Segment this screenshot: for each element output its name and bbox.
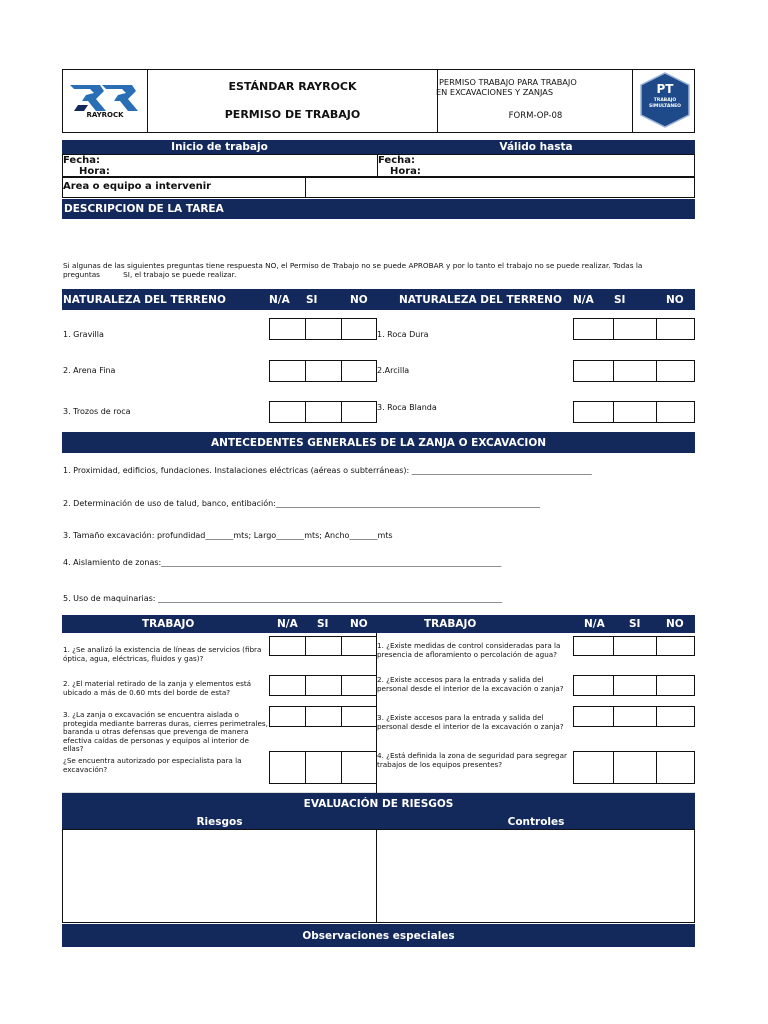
checkbox-na[interactable] <box>269 636 306 656</box>
work-title-right: TRABAJO <box>424 618 477 630</box>
checkbox-si[interactable] <box>613 401 657 423</box>
observations-header: Observaciones especiales <box>62 924 695 947</box>
work-header <box>62 615 695 633</box>
work-right-4: 4. ¿Está definida la zona de seguridad para segregar trabajos de los equipos presentes? <box>377 751 567 769</box>
area-field[interactable] <box>306 178 694 197</box>
risks-field[interactable] <box>63 830 375 922</box>
start-date-label: Fecha: <box>63 155 101 166</box>
terrain-left-2: 2. Arena Fina <box>63 366 116 375</box>
work-left-3: 3. ¿La zanja o excavación se encuentra aislada o protegida mediante barreras duras, cierres perimetrales, baranda u otras defensas que prevenga de manera efectiva caídas de personas y equipos al interior de ellas? <box>63 710 268 753</box>
checkbox-na[interactable] <box>269 706 306 727</box>
checkbox-si[interactable] <box>305 636 342 656</box>
checkbox-si[interactable] <box>613 360 657 382</box>
checkbox-si[interactable] <box>613 751 657 784</box>
permit-form <box>62 69 695 949</box>
terrain-right-2: 2.Arcilla <box>377 366 410 375</box>
checkbox-no[interactable] <box>656 675 695 696</box>
work-si-left: SI <box>317 618 329 630</box>
checkbox-no[interactable] <box>656 636 695 656</box>
checkbox-si[interactable] <box>305 751 342 784</box>
work-right-2: 2. ¿Existe accesos para la entrada y salida del personal desde el interior de la excavación o zanja? <box>377 675 564 693</box>
risk-columns-header <box>62 814 695 829</box>
checkbox-no[interactable] <box>341 636 377 656</box>
checkbox-no[interactable] <box>341 318 377 340</box>
terrain-na-left: N/A <box>269 293 290 306</box>
work-si-right: SI <box>629 618 641 630</box>
terrain-left-1: 1. Gravilla <box>63 330 104 339</box>
dates-header <box>62 140 695 154</box>
checkbox-na[interactable] <box>269 751 306 784</box>
checkbox-no[interactable] <box>341 706 377 727</box>
permit-type-line1: PERMISO TRABAJO PARA TRABAJO <box>439 77 577 87</box>
controls-column-title: Controles <box>507 815 565 828</box>
rayrock-logo <box>66 79 142 123</box>
standard-title: ESTÁNDAR RAYROCK <box>228 80 357 93</box>
start-title: Inicio de trabajo <box>171 141 268 153</box>
start-time-label[interactable]: Hora: <box>79 166 110 177</box>
checkbox-no[interactable] <box>341 360 377 382</box>
checkbox-si[interactable] <box>305 360 342 382</box>
checkbox-na[interactable] <box>269 318 306 340</box>
work-no-right: NO <box>666 618 684 630</box>
checkbox-si[interactable] <box>305 675 342 696</box>
checkbox-no[interactable] <box>656 706 695 727</box>
work-title-left: TRABAJO <box>142 618 195 630</box>
checkbox-na[interactable] <box>573 675 614 696</box>
checkbox-no[interactable] <box>656 318 695 340</box>
permit-title: PERMISO DE TRABAJO <box>224 108 361 121</box>
background-item-3[interactable]: 3. Tamaño excavación: profundidad_______mts; Largo_______mts; Ancho_______mts <box>63 531 393 540</box>
terrain-na-right: N/A <box>573 293 594 306</box>
warning-line2: preguntas SI, el trabajo se puede realizar. <box>63 270 237 279</box>
checkbox-si[interactable] <box>613 318 657 340</box>
area-label: Area o equipo a intervenir <box>63 181 212 192</box>
terrain-si-right: SI <box>614 293 626 306</box>
risks-column-title: Riesgos <box>196 815 243 828</box>
badge-text: PT <box>656 82 674 96</box>
checkbox-na[interactable] <box>269 401 306 423</box>
checkbox-no[interactable] <box>341 401 377 423</box>
company-name: RAYROCK <box>86 111 124 119</box>
work-no-left: NO <box>350 618 368 630</box>
checkbox-si[interactable] <box>305 706 342 727</box>
checkbox-si[interactable] <box>613 636 657 656</box>
valid-time-label[interactable]: Hora: <box>390 166 421 177</box>
terrain-title-left: NATURALEZA DEL TERRENO <box>63 293 226 306</box>
badge-line2: SIMULTANEO <box>648 104 682 109</box>
permit-type-line2: EN EXCAVACIONES Y ZANJAS <box>436 87 554 97</box>
valid-date-label: Fecha: <box>378 155 416 166</box>
checkbox-na[interactable] <box>573 751 614 784</box>
checkbox-si[interactable] <box>613 706 657 727</box>
checkbox-na[interactable] <box>269 675 306 696</box>
work-right-3: 3. ¿Existe accesos para la entrada y salida del personal desde el interior de la excavación o zanja? <box>377 713 564 731</box>
checkbox-no[interactable] <box>656 751 695 784</box>
checkbox-na[interactable] <box>269 360 306 382</box>
controls-field[interactable] <box>378 830 694 922</box>
warning-line1: Si algunas de las siguientes preguntas tiene respuesta NO, el Permiso de Trabajo no se puede APROBAR y por lo tanto el trabajo no se puede realizar. Todas la <box>63 261 643 270</box>
work-na-right: N/A <box>584 618 605 630</box>
terrain-title-right: NATURALEZA DEL TERRENO <box>399 293 562 306</box>
form-code: FORM-OP-08 <box>508 111 563 121</box>
work-left-4: ¿Se encuentra autorizado por especialista para la excavación? <box>63 756 242 774</box>
checkbox-na[interactable] <box>573 318 614 340</box>
work-right-1: 1. ¿Existe medidas de control consideradas para la presencia de afloramiento o percolación de agua? <box>377 641 561 659</box>
background-item-2[interactable]: 2. Determinación de uso de talud, banco, entibación:__________________________________________________________________ <box>63 499 540 508</box>
work-left-2: 2. ¿El material retirado de la zanja y elementos está ubicado a más de 0.60 mts del borde de esta? <box>63 679 252 697</box>
terrain-left-3: 3. Trozos de roca <box>63 407 131 416</box>
terrain-right-3: 3. Roca Blanda <box>377 403 437 412</box>
background-item-5[interactable]: 5. Uso de maquinarias: ______________________________________________________________________________________ <box>63 594 503 603</box>
checkbox-si[interactable] <box>305 318 342 340</box>
terrain-header <box>62 289 695 310</box>
checkbox-no[interactable] <box>341 675 377 696</box>
checkbox-na[interactable] <box>573 360 614 382</box>
background-item-4[interactable]: 4. Aislamiento de zonas:_____________________________________________________________________________________ <box>63 558 502 567</box>
background-header: ANTECEDENTES GENERALES DE LA ZANJA O EXCAVACION <box>62 432 695 453</box>
checkbox-na[interactable] <box>573 636 614 656</box>
terrain-no-left: NO <box>350 293 368 306</box>
checkbox-si[interactable] <box>305 401 342 423</box>
checkbox-no[interactable] <box>656 401 695 423</box>
work-na-left: N/A <box>277 618 298 630</box>
terrain-si-left: SI <box>306 293 318 306</box>
checkbox-na[interactable] <box>573 401 614 423</box>
checkbox-si[interactable] <box>613 675 657 696</box>
badge-line1: TRABAJO <box>653 98 677 103</box>
terrain-no-right: NO <box>666 293 684 306</box>
work-left-1: 1. ¿Se analizó la existencia de líneas de servicios (fibra óptica, agua, eléctricas, fluidos y gas)? <box>63 645 262 663</box>
task-description-field[interactable] <box>62 219 695 261</box>
pt-badge-icon <box>637 71 693 129</box>
task-header: DESCRIPCION DE LA TAREA <box>62 199 695 219</box>
background-item-1[interactable]: 1. Proximidad, edificios, fundaciones. Instalaciones eléctricas (aéreas o subterráneas): _____________________________________________ <box>63 466 592 475</box>
checkbox-na[interactable] <box>573 706 614 727</box>
valid-title: Válido hasta <box>499 141 573 153</box>
checkbox-no[interactable] <box>656 360 695 382</box>
risk-header: EVALUACIÓN DE RIESGOS <box>62 793 695 814</box>
checkbox-no[interactable] <box>341 751 377 784</box>
terrain-right-1: 1. Roca Dura <box>377 330 429 339</box>
